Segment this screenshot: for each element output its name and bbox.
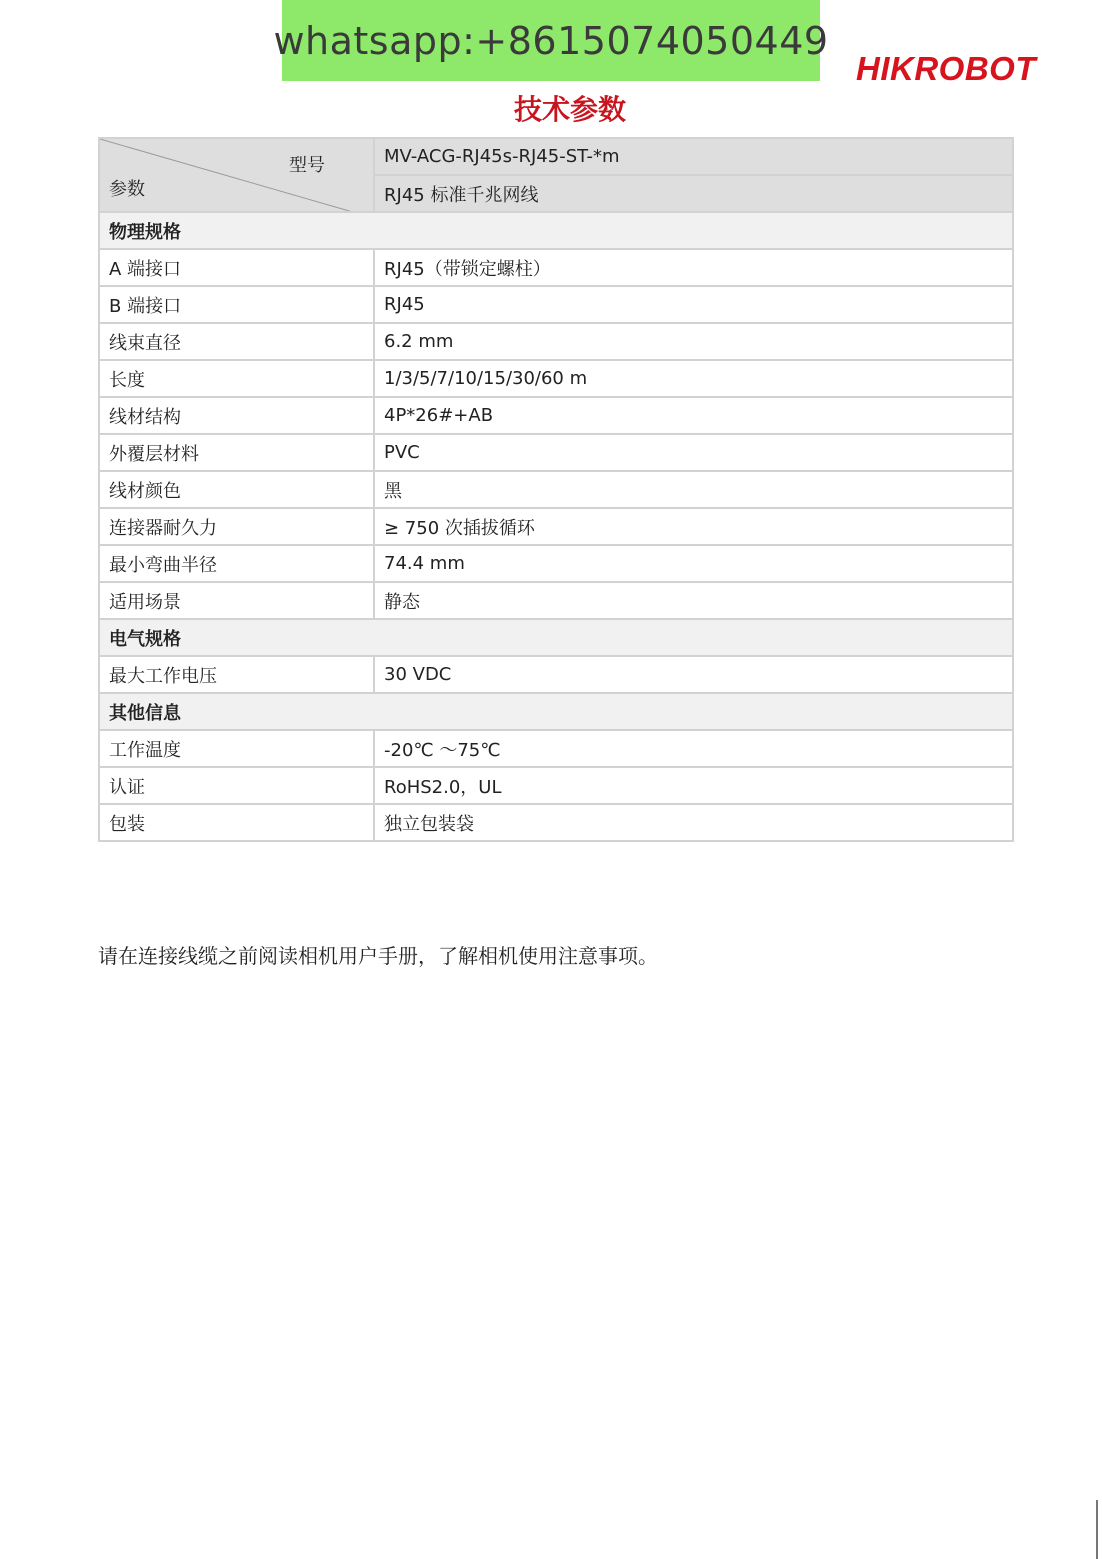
table-row: [99, 730, 1013, 767]
param-name: 线材结构: [99, 397, 374, 434]
table-row: [99, 471, 1013, 508]
description-value: RJ45 标准千兆网线: [374, 175, 1013, 212]
param-value: 独立包装袋: [374, 804, 1013, 841]
param-value: RJ45: [374, 286, 1013, 323]
param-name: 线材颜色: [99, 471, 374, 508]
param-name: 长度: [99, 360, 374, 397]
param-label: 参数: [109, 179, 145, 200]
table-row: [99, 434, 1013, 471]
table-row: [99, 545, 1013, 582]
table-row: [99, 360, 1013, 397]
whatsapp-contact-text: whatsapp:+8615074050449: [273, 18, 829, 63]
section-title: 电气规格: [99, 619, 1013, 656]
param-name: 最大工作电压: [99, 656, 374, 693]
hikrobot-logo: HIKROBOT: [856, 50, 1036, 87]
param-name: B 端接口: [99, 286, 374, 323]
table-row: [99, 582, 1013, 619]
param-value: PVC: [374, 434, 1013, 471]
param-value: 4P*26#+AB: [374, 397, 1013, 434]
section-title: 物理规格: [99, 212, 1013, 249]
param-value: 1/3/5/7/10/15/30/60 m: [374, 360, 1013, 397]
section-row: [99, 693, 1013, 730]
param-name: 包装: [99, 804, 374, 841]
param-name: 线束直径: [99, 323, 374, 360]
table-row: [99, 767, 1013, 804]
usage-note: 请在连接线缆之前阅读相机用户手册，了解相机使用注意事项。: [98, 944, 658, 968]
diagonal-header-cell: [99, 138, 374, 212]
param-name: 认证: [99, 767, 374, 804]
section-row: [99, 619, 1013, 656]
param-value: 30 VDC: [374, 656, 1013, 693]
table-header-row: [99, 138, 1013, 175]
param-value: 静态: [374, 582, 1013, 619]
table-row: [99, 286, 1013, 323]
page-title: 技术参数: [513, 93, 626, 126]
param-value: 黑: [374, 471, 1013, 508]
param-value: RJ45（带锁定螺柱）: [374, 249, 1013, 286]
param-value: RoHS2.0，UL: [374, 767, 1013, 804]
table-row: [99, 397, 1013, 434]
param-name: 最小弯曲半径: [99, 545, 374, 582]
whatsapp-banner: [273, 0, 829, 81]
param-value: 6.2 mm: [374, 323, 1013, 360]
table-row: [99, 804, 1013, 841]
table-row: [99, 656, 1013, 693]
param-name: 外覆层材料: [99, 434, 374, 471]
spec-table: [98, 137, 1014, 842]
model-label: 型号: [289, 155, 325, 176]
section-row: [99, 212, 1013, 249]
param-value: -20℃ ～75℃: [374, 730, 1013, 767]
param-name: A 端接口: [99, 249, 374, 286]
section-title: 其他信息: [99, 693, 1013, 730]
param-name: 适用场景: [99, 582, 374, 619]
param-name: 连接器耐久力: [99, 508, 374, 545]
table-row: [99, 249, 1013, 286]
param-name: 工作温度: [99, 730, 374, 767]
table-row: [99, 508, 1013, 545]
param-value: 74.4 mm: [374, 545, 1013, 582]
page-edge-mark: [1096, 1500, 1098, 1559]
model-value: MV-ACG-RJ45s-RJ45-ST-*m: [374, 138, 1013, 175]
table-row: [99, 323, 1013, 360]
param-value: ≥ 750 次插拔循环: [374, 508, 1013, 545]
